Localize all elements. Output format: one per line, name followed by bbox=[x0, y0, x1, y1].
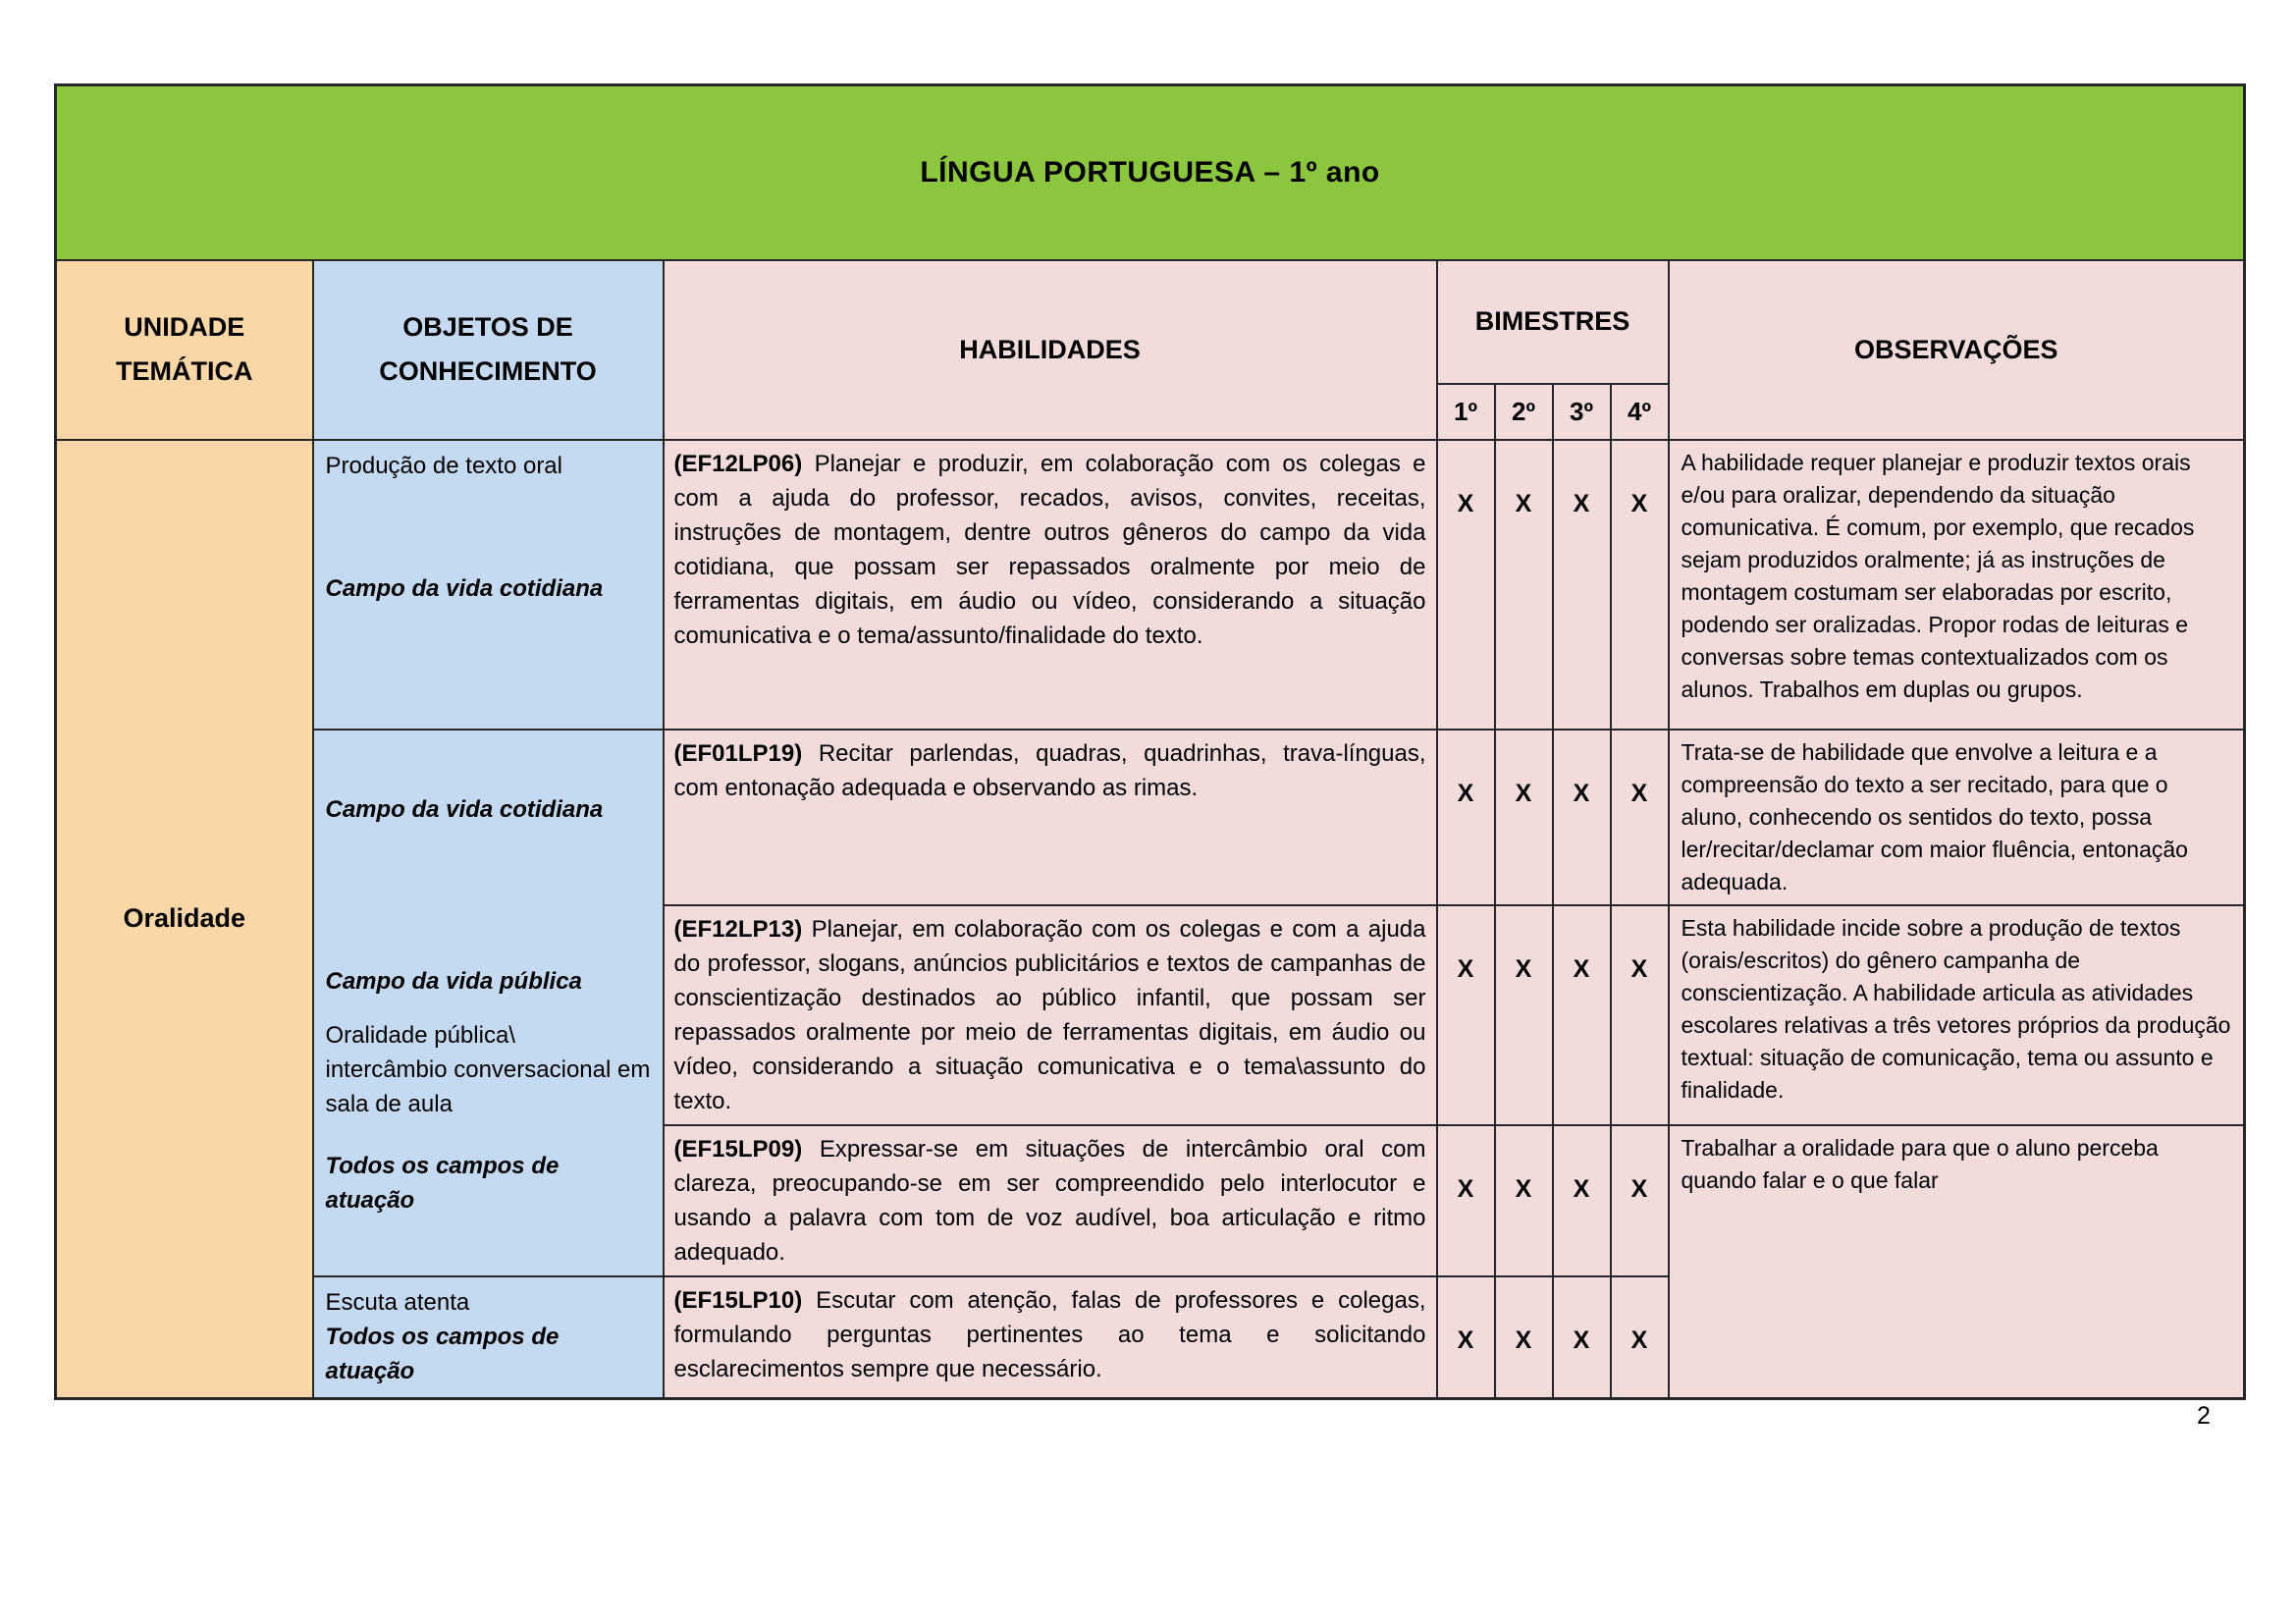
objetos-cell-row5 bbox=[313, 1276, 664, 1399]
column-header-unidade-tematica: UNIDADE TEMÁTICA bbox=[56, 260, 313, 440]
objeto-line: Produção de texto oral bbox=[325, 452, 562, 479]
habilidade-text bbox=[674, 736, 1426, 805]
bimestre-col-4: 4º bbox=[1611, 384, 1669, 440]
objetos-cell-rows2-4 bbox=[313, 730, 664, 1276]
habilidade-cell bbox=[664, 440, 1437, 730]
campo-label: Campo da vida cotidiana bbox=[325, 574, 604, 602]
bimestre-mark: X bbox=[1437, 905, 1495, 1125]
bimestre-mark: X bbox=[1495, 1276, 1553, 1399]
habilidade-text bbox=[674, 1283, 1426, 1386]
bimestre-mark: X bbox=[1553, 905, 1611, 1125]
campo-label: Todos os campos de atuação bbox=[325, 1152, 560, 1214]
bimestre-col-2: 2º bbox=[1495, 384, 1553, 440]
bimestre-mark: X bbox=[1553, 1125, 1611, 1276]
habilidade-text bbox=[674, 447, 1426, 653]
bimestre-mark: X bbox=[1495, 730, 1553, 905]
bimestre-mark: X bbox=[1437, 730, 1495, 905]
observacao-cell: A habilidade requer planejar e produzir textos orais e/ou para oralizar, dependendo da situação comunicativa. É comum, por exemplo, que recados sejam produzidos oralmente; já as instruções de montagem costumam ser elaboradas por escrito, podendo ser oralizadas. Propor rodas de leituras e conversas sobre temas contextualizados com os alunos. Trabalhos em duplas ou grupos. bbox=[1669, 440, 2245, 730]
column-header-objetos-conhecimento: OBJETOS DE CONHECIMENTO bbox=[313, 260, 664, 440]
habilidade-code: (EF12LP13) bbox=[673, 915, 803, 943]
habilidade-body: Planejar, em colaboração com os colegas e com a ajuda do professor, slogans, anúncios publicitários e textos de campanhas de conscientização destinados ao público infantil, que possam ser repassados oralmente por meio de ferramentas digitais, em áudio ou vídeo, considerando a situação comunicativa e o tema\assunto do texto. bbox=[673, 915, 1426, 1114]
habilidade-body: Escutar com atenção, falas de professores e colegas, formulando perguntas pertinentes ao tema e solicitando esclarecimentos sempre que necessário. bbox=[673, 1286, 1426, 1382]
bimestre-mark: X bbox=[1437, 440, 1495, 730]
objetos-cell-row1 bbox=[313, 440, 664, 730]
bimestre-mark: X bbox=[1553, 440, 1611, 730]
bimestre-mark: X bbox=[1495, 1125, 1553, 1276]
campo-label: Todos os campos de atuação bbox=[325, 1323, 560, 1384]
observacao-cell: Esta habilidade incide sobre a produção de textos (orais/escritos) do gênero campanha de conscientização. A habilidade articula as atividades escolares relativas a três vetores próprios da produção textual: situação de comunicação, tema ou assunto e finalidade. bbox=[1669, 905, 2245, 1125]
table-row bbox=[56, 440, 2245, 730]
habilidade-code: (EF15LP09) bbox=[673, 1135, 803, 1163]
table-row bbox=[56, 730, 2245, 905]
column-header-habilidades: HABILIDADES bbox=[664, 260, 1437, 440]
habilidade-body: Recitar parlendas, quadras, quadrinhas, trava-línguas, com entonação adequada e observando as rimas. bbox=[673, 739, 1426, 801]
bimestre-col-1: 1º bbox=[1437, 384, 1495, 440]
objeto-line: Oralidade pública\ bbox=[325, 1021, 515, 1049]
bimestre-mark: X bbox=[1553, 1276, 1611, 1399]
bimestre-mark: X bbox=[1437, 1276, 1495, 1399]
habilidade-cell bbox=[664, 905, 1437, 1125]
observacao-cell: Trata-se de habilidade que envolve a leitura e a compreensão do texto a ser recitado, para que o aluno, conhecendo os sentidos do texto, possa ler/recitar/declamar com maior fluência, entonação adequada. bbox=[1669, 730, 2245, 905]
bimestre-mark: X bbox=[1611, 1276, 1669, 1399]
curriculum-table bbox=[54, 83, 2246, 1400]
bimestre-mark: X bbox=[1553, 730, 1611, 905]
bimestre-mark: X bbox=[1495, 905, 1553, 1125]
habilidade-body: Planejar e produzir, em colaboração com os colegas e com a ajuda do professor, recados, avisos, convites, receitas, instruções de montagem, dentre outros gêneros do campo da vida cotidiana, que possam ser repassados oralmente por meio de ferramentas digitais, em áudio ou vídeo, considerando a situação comunicativa e o tema/assunto/finalidade do texto. bbox=[673, 450, 1426, 649]
habilidade-code: (EF12LP06) bbox=[673, 450, 803, 477]
page-number: 2 bbox=[2197, 1402, 2211, 1430]
habilidade-cell bbox=[664, 1276, 1437, 1399]
habilidade-cell bbox=[664, 1125, 1437, 1276]
objeto-line: intercâmbio conversacional em sala de aula bbox=[325, 1056, 651, 1117]
unidade-tematica-cell: Oralidade bbox=[56, 440, 313, 1399]
column-header-bimestres: BIMESTRES bbox=[1437, 260, 1669, 384]
habilidade-cell bbox=[664, 730, 1437, 905]
bimestre-mark: X bbox=[1611, 730, 1669, 905]
habilidade-body: Expressar-se em situações de intercâmbio oral com clareza, preocupando-se em ser compreendido pelo interlocutor e usando a palavra com tom de voz audível, boa articulação e ritmo adequado. bbox=[673, 1135, 1426, 1266]
bimestre-mark: X bbox=[1437, 1125, 1495, 1276]
habilidade-text bbox=[674, 912, 1426, 1118]
objeto-line: Escuta atenta bbox=[325, 1288, 470, 1316]
bimestre-mark: X bbox=[1611, 1125, 1669, 1276]
campo-label: Campo da vida cotidiana bbox=[325, 795, 604, 823]
habilidade-code: (EF01LP19) bbox=[673, 739, 803, 767]
bimestre-mark: X bbox=[1611, 440, 1669, 730]
bimestre-col-3: 3º bbox=[1553, 384, 1611, 440]
title-banner bbox=[56, 85, 2245, 260]
curriculum-sheet bbox=[54, 83, 2246, 1400]
bimestre-mark: X bbox=[1611, 905, 1669, 1125]
observacao-cell: Trabalhar a oralidade para que o aluno perceba quando falar e o que falar bbox=[1669, 1125, 2245, 1399]
habilidade-text bbox=[674, 1132, 1426, 1270]
habilidade-code: (EF15LP10) bbox=[673, 1286, 803, 1314]
column-header-observacoes: OBSERVAÇÕES bbox=[1669, 260, 2245, 440]
page-title: LÍNGUA PORTUGUESA – 1º ano bbox=[920, 155, 1380, 189]
campo-label: Campo da vida pública bbox=[325, 967, 582, 995]
bimestre-mark: X bbox=[1495, 440, 1553, 730]
